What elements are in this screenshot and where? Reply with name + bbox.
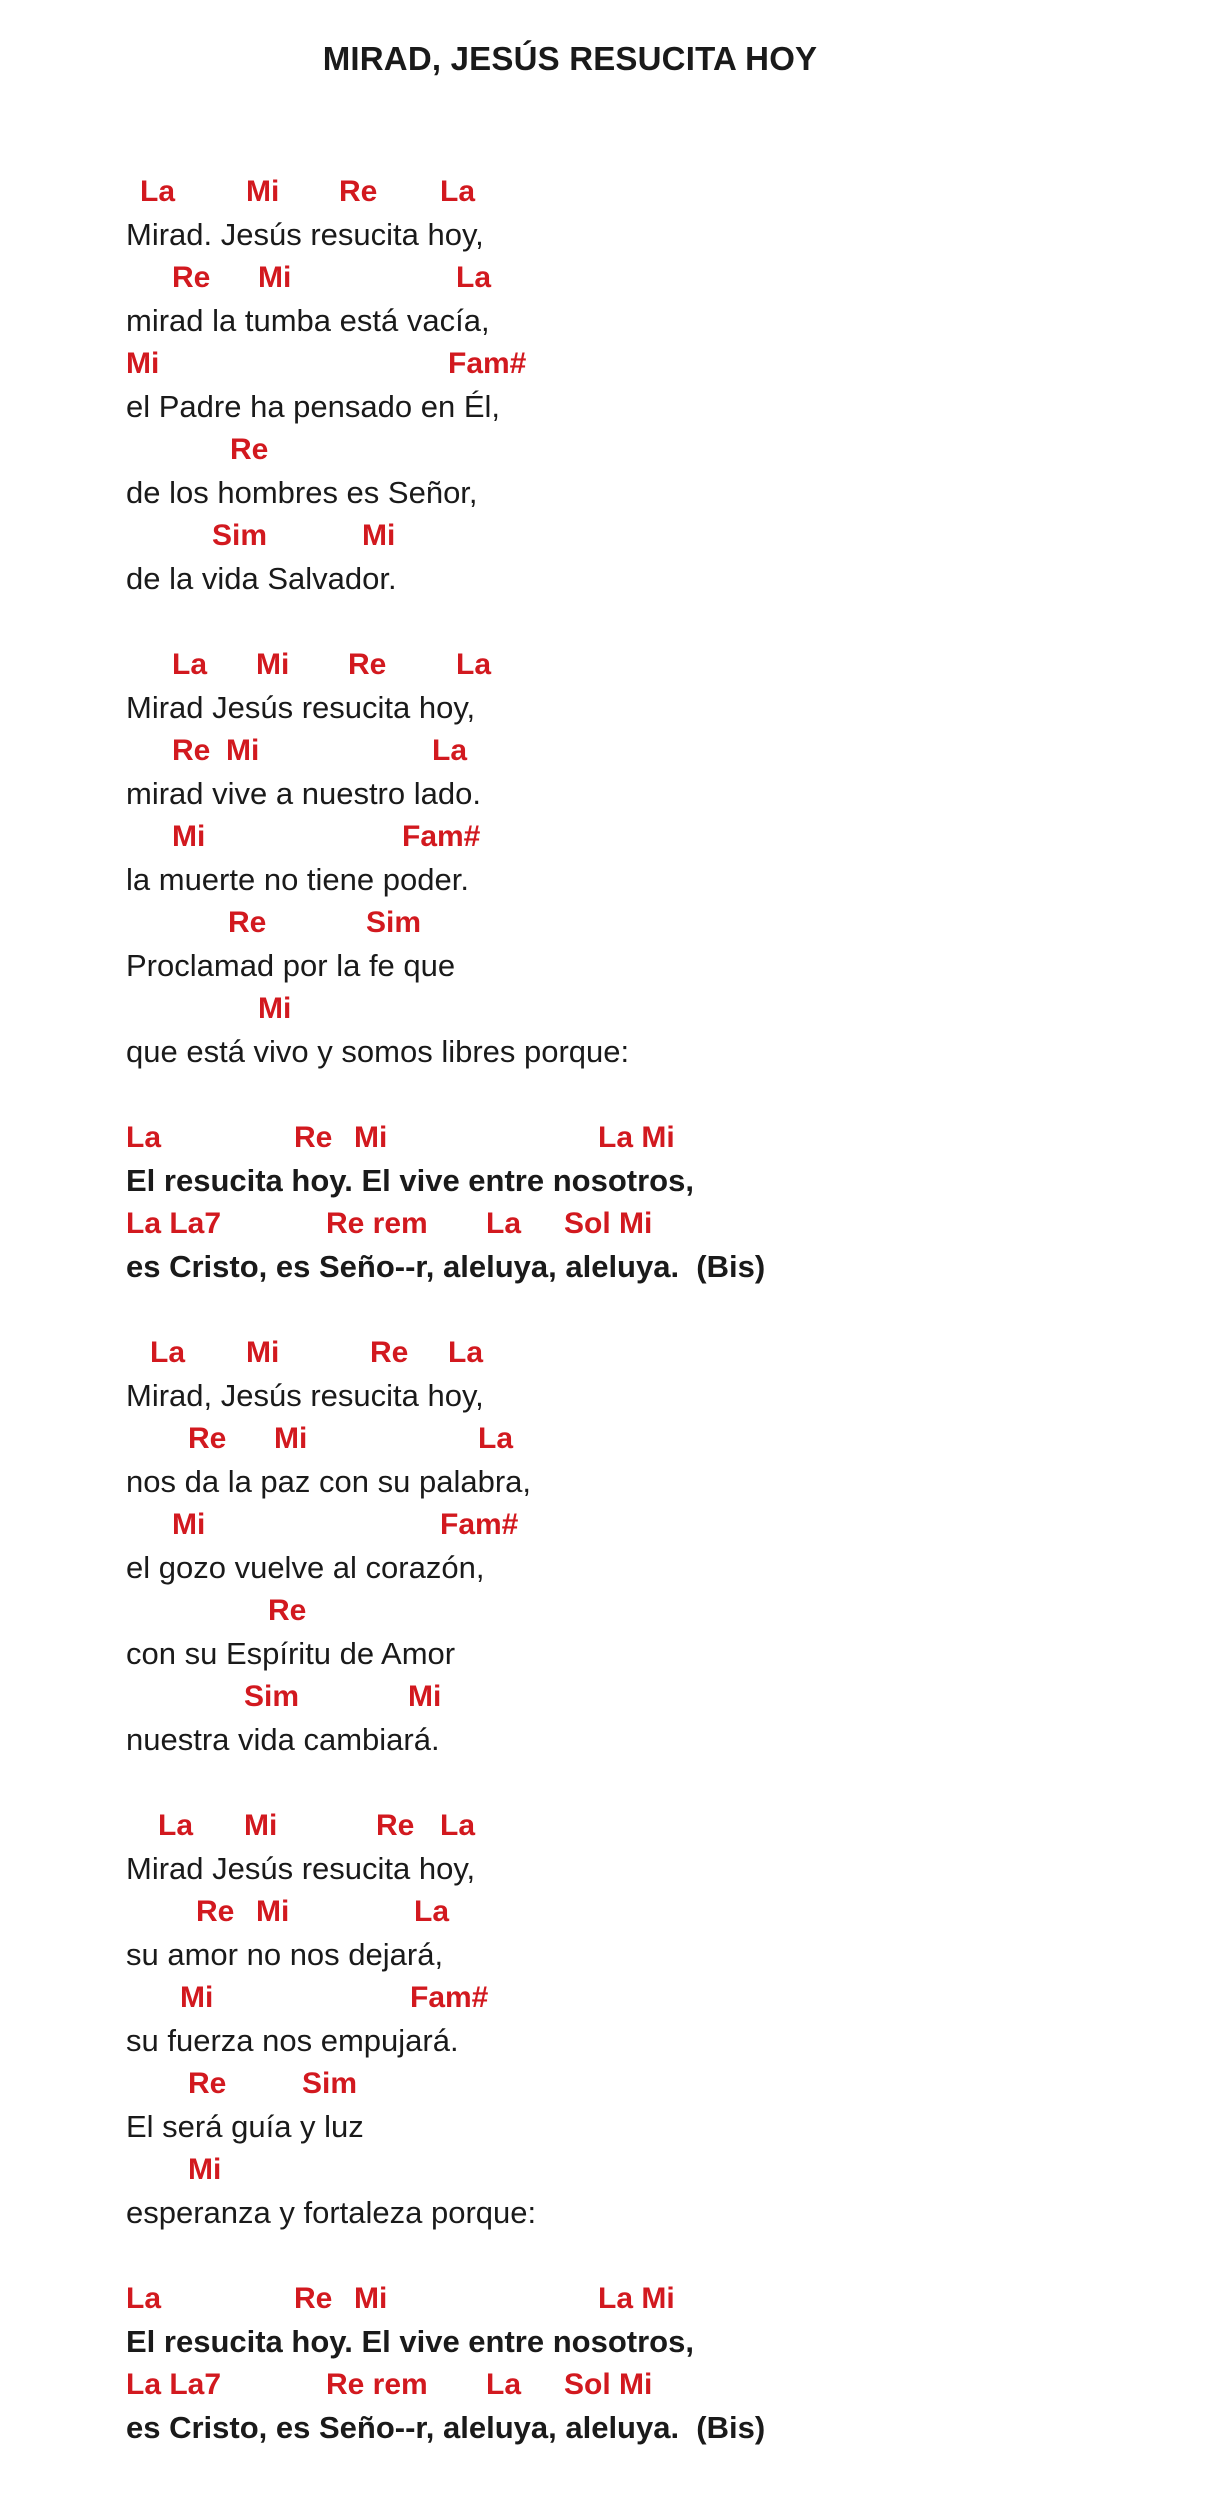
chord: Re — [230, 433, 269, 466]
chord-line — [126, 514, 1126, 557]
chord-line — [126, 256, 1126, 299]
chord: Mi — [408, 1680, 442, 1713]
lyric-line — [126, 471, 1126, 514]
chord: Re — [172, 734, 211, 767]
lyric-text: mirad la tumba está vacía, — [126, 303, 490, 338]
chord: La — [158, 1809, 194, 1842]
chord-line — [126, 1890, 1126, 1933]
stanza-gap — [126, 2234, 1126, 2277]
chord: La — [440, 175, 476, 208]
chord-line — [126, 2062, 1126, 2105]
chord-line — [126, 901, 1126, 944]
lyric-text: Mirad. Jesús resucita hoy, — [126, 217, 484, 252]
chord-line — [126, 1976, 1126, 2019]
chord: Mi — [354, 1121, 388, 1154]
chord: Sim — [244, 1680, 300, 1713]
lyric-line — [126, 1546, 1126, 1589]
chord: La Mi — [598, 2282, 675, 2315]
chord: La — [486, 1207, 522, 1240]
chord: La La7 — [126, 2368, 222, 2401]
lyric-text: nos da la paz con su palabra, — [126, 1464, 531, 1499]
chord: Sol Mi — [564, 1207, 653, 1240]
chord: Re — [294, 1121, 333, 1154]
chord: Mi — [246, 1336, 280, 1369]
lyric-line — [126, 2191, 1126, 2234]
chord: Re rem — [326, 2368, 428, 2401]
lyric-text: El será guía y luz — [126, 2109, 364, 2144]
lyric-text: esperanza y fortaleza porque: — [126, 2195, 537, 2230]
chord: Mi — [246, 175, 280, 208]
chord: Mi — [274, 1422, 308, 1455]
chord: La — [440, 1809, 476, 1842]
chord: Mi — [226, 734, 260, 767]
chord: Mi — [172, 820, 206, 853]
lyric-text: el gozo vuelve al corazón, — [126, 1550, 485, 1585]
lyric-text: Mirad Jesús resucita hoy, — [126, 1851, 476, 1886]
chord: Sim — [302, 2067, 358, 2100]
chord: Re — [188, 1422, 227, 1455]
chord: Mi — [258, 992, 292, 1025]
chorus-lyric-line — [126, 2406, 1126, 2449]
chord: Re — [228, 906, 267, 939]
chord-line — [126, 170, 1126, 213]
chord: Re — [348, 648, 387, 681]
lyric-line — [126, 557, 1126, 600]
chord-line — [126, 987, 1126, 1030]
lyric-text: mirad vive a nuestro lado. — [126, 776, 481, 811]
chord: Mi — [126, 347, 160, 380]
stanza-gap — [126, 1073, 1126, 1116]
lyric-text: el Padre ha pensado en Él, — [126, 389, 500, 424]
lyric-line — [126, 1933, 1126, 1976]
chord: Re — [172, 261, 211, 294]
chord: Mi — [188, 2153, 222, 2186]
lyric-text: es Cristo, es Seño--r, aleluya, aleluya. (Bis) — [126, 2410, 766, 2445]
chord-line — [126, 2148, 1126, 2191]
chord-line — [126, 1116, 1126, 1159]
lyric-text: la muerte no tiene poder. — [126, 862, 469, 897]
chord: Mi — [354, 2282, 388, 2315]
chord-line — [126, 1503, 1126, 1546]
stanza-gap — [126, 600, 1126, 643]
chord: Mi — [256, 1895, 290, 1928]
chord: Re rem — [326, 1207, 428, 1240]
lyric-text: su amor no nos dejará, — [126, 1937, 444, 1972]
chorus-lyric-line — [126, 2320, 1126, 2363]
lyric-text: su fuerza nos empujará. — [126, 2023, 459, 2058]
chord: La — [432, 734, 468, 767]
chord: La — [478, 1422, 514, 1455]
lyric-line — [126, 385, 1126, 428]
chord: Mi — [244, 1809, 278, 1842]
chord: Sim — [366, 906, 422, 939]
chord-line — [126, 1331, 1126, 1374]
lyric-line — [126, 213, 1126, 256]
chord: Re — [339, 175, 378, 208]
chord-line — [126, 1804, 1126, 1847]
lyric-text: es Cristo, es Seño--r, aleluya, aleluya. (Bis) — [126, 1249, 766, 1284]
lyric-line — [126, 772, 1126, 815]
chord: Fam# — [448, 347, 527, 380]
chord: Mi — [362, 519, 396, 552]
chord-line — [126, 1675, 1126, 1718]
lyric-text: El resucita hoy. El vive entre nosotros, — [126, 1163, 694, 1198]
chord: La — [456, 648, 492, 681]
chord: La — [414, 1895, 450, 1928]
chord: La — [456, 261, 492, 294]
lyric-text: de los hombres es Señor, — [126, 475, 478, 510]
chord: La La7 — [126, 1207, 222, 1240]
lyric-line — [126, 1460, 1126, 1503]
chord: La — [486, 2368, 522, 2401]
chord: Fam# — [402, 820, 481, 853]
song-content — [126, 170, 1126, 2449]
chorus-lyric-line — [126, 1245, 1126, 1288]
chord: La — [172, 648, 208, 681]
chord-line — [126, 428, 1126, 471]
stanza-gap — [126, 1288, 1126, 1331]
lyric-text: con su Espíritu de Amor — [126, 1636, 456, 1671]
lyric-line — [126, 858, 1126, 901]
chord-line — [126, 342, 1126, 385]
chord: Re — [376, 1809, 415, 1842]
chord: Re — [188, 2067, 227, 2100]
chord: La Mi — [598, 1121, 675, 1154]
lyric-line — [126, 299, 1126, 342]
chord: Fam# — [410, 1981, 489, 2014]
lyric-line — [126, 1374, 1126, 1417]
chord: Re — [370, 1336, 409, 1369]
lyric-text: Proclamad por la fe que — [126, 948, 456, 983]
chord: Mi — [180, 1981, 214, 2014]
chord: Mi — [256, 648, 290, 681]
chord-line — [126, 729, 1126, 772]
lyric-line — [126, 1632, 1126, 1675]
chord-line — [126, 815, 1126, 858]
chord-line — [126, 643, 1126, 686]
lyric-text: de la vida Salvador. — [126, 561, 397, 596]
chord: Re — [268, 1594, 307, 1627]
chord: La — [126, 2282, 162, 2315]
lyric-line — [126, 2105, 1126, 2148]
chord: Sol Mi — [564, 2368, 653, 2401]
lyric-line — [126, 1718, 1126, 1761]
chord: Mi — [172, 1508, 206, 1541]
chord: Mi — [258, 261, 292, 294]
lyric-text: Mirad Jesús resucita hoy, — [126, 690, 476, 725]
lyric-line — [126, 1847, 1126, 1890]
chord-line — [126, 1589, 1126, 1632]
lyric-text: nuestra vida cambiará. — [126, 1722, 440, 1757]
chord: La — [448, 1336, 484, 1369]
lyric-text: Mirad, Jesús resucita hoy, — [126, 1378, 484, 1413]
chord-line — [126, 1417, 1126, 1460]
chord-line — [126, 1202, 1126, 1245]
chord: Fam# — [440, 1508, 519, 1541]
stanza-gap — [126, 1761, 1126, 1804]
chord: La — [126, 1121, 162, 1154]
chord-line — [126, 2363, 1126, 2406]
lyric-line — [126, 1030, 1126, 1073]
chord: La — [150, 1336, 186, 1369]
chord: Re — [196, 1895, 235, 1928]
lyric-line — [126, 686, 1126, 729]
chord: Re — [294, 2282, 333, 2315]
lyric-line — [126, 944, 1126, 987]
chorus-lyric-line — [126, 1159, 1126, 1202]
song-title: MIRAD, JESÚS RESUCITA HOY — [322, 40, 818, 77]
chord: La — [140, 175, 176, 208]
lyric-text: que está vivo y somos libres porque: — [126, 1034, 630, 1069]
chord: Sim — [212, 519, 268, 552]
lyric-line — [126, 2019, 1126, 2062]
lyric-text: El resucita hoy. El vive entre nosotros, — [126, 2324, 694, 2359]
chord-line — [126, 2277, 1126, 2320]
